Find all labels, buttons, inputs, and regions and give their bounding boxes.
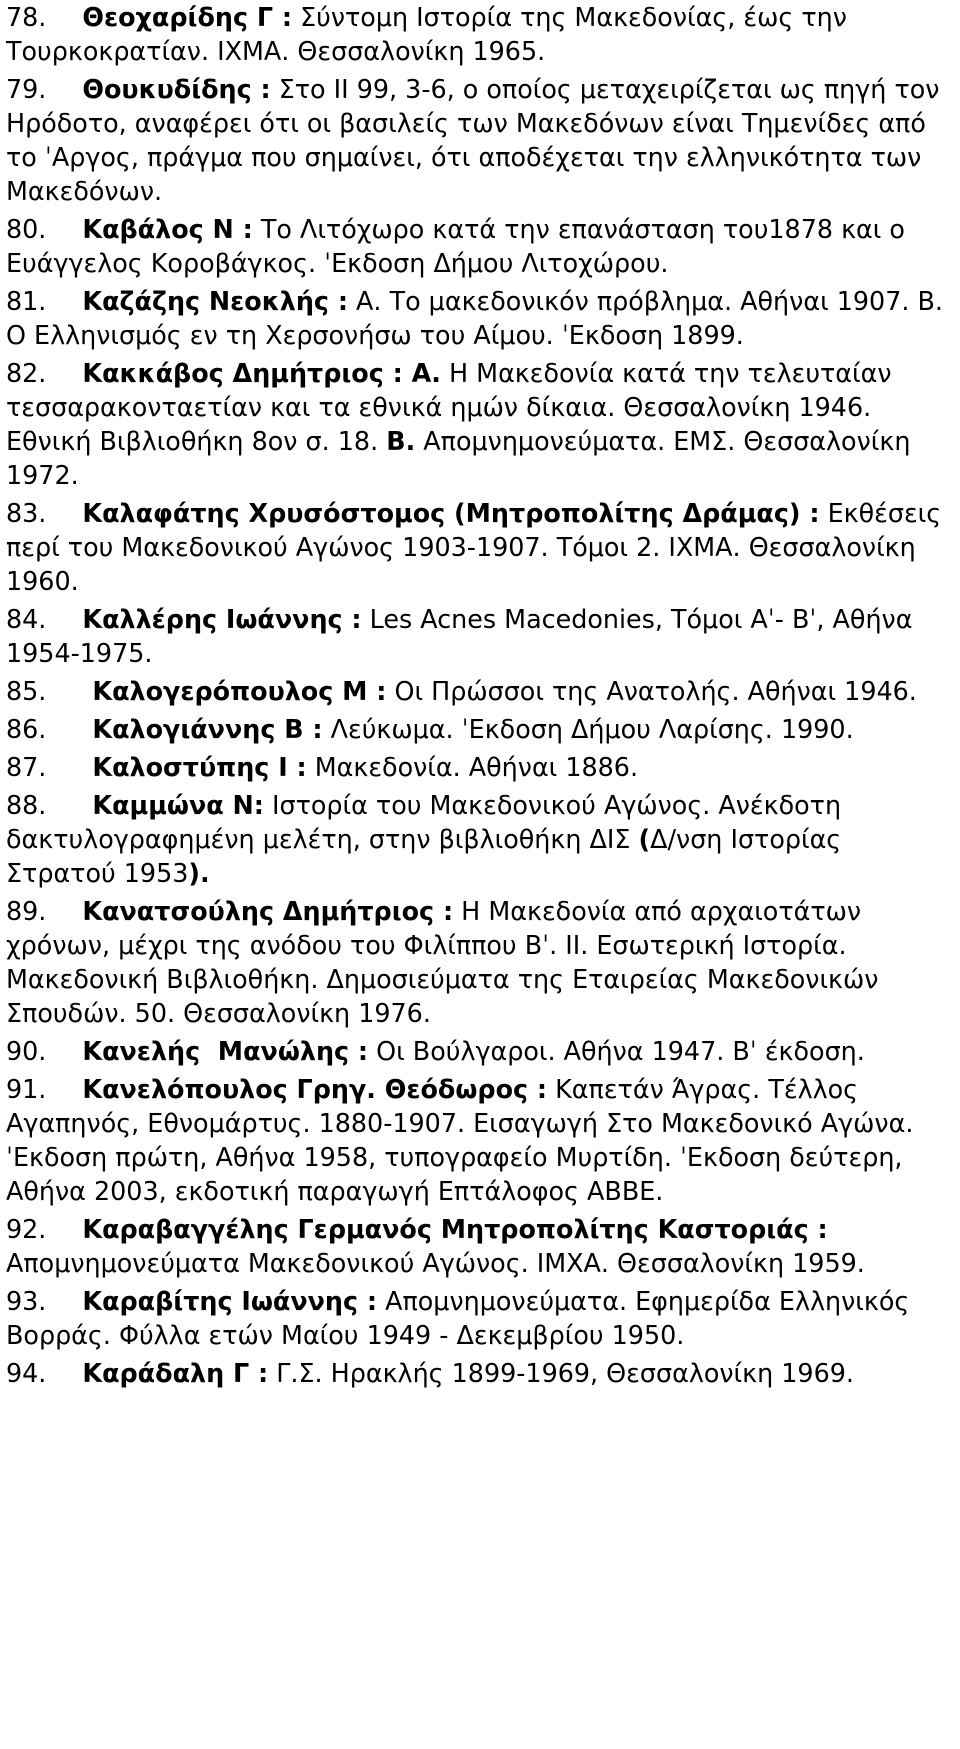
entry-number: 86. <box>6 714 47 744</box>
bibliography-entry-89 <box>6 894 954 1030</box>
bibliography-entry-85 <box>6 674 954 708</box>
bibliography-entry-86 <box>6 712 954 746</box>
entry-text: Σύντομη Ιστορία της Μακεδονίας, έως την Τουρκοκρατίαν. ΙΧΜΑ. Θεσσαλονίκη 1965. <box>6 2 855 66</box>
entry-number: 85. <box>6 676 47 706</box>
entry-author: Καλλέρης Ιωάννης : <box>82 604 362 634</box>
bibliography-entry-80 <box>6 212 954 280</box>
entry-text: Απομνημονεύματα Μακεδονικού Αγώνος. ΙΜΧΑ. Θεσσαλονίκη 1959. <box>6 1214 865 1278</box>
bibliography-entry-91 <box>6 1072 954 1208</box>
bibliography-entry-84 <box>6 602 954 670</box>
entry-text: Απομνημονεύματα. Εφημερίδα Ελληνικός Βορράς. Φύλλα ετών Μαίου 1949 - Δεκεμβρίου 1950. <box>6 1286 918 1350</box>
entry-author: Καραβίτης Ιωάννης : <box>82 1286 378 1316</box>
bibliography-entry-79 <box>6 72 954 208</box>
entry-author: Θεοχαρίδης Γ : <box>82 2 293 32</box>
bibliography-entry-93 <box>6 1284 954 1352</box>
entry-author: Θουκυδίδης : <box>82 74 271 104</box>
entry-text: Οι Βούλγαροι. Αθήνα 1947. Βˈ έκδοση. <box>368 1036 865 1066</box>
entry-number: 94. <box>6 1358 47 1388</box>
entry-author: Καραβαγγέλης Γερμανός Μητροπολίτης Καστοριάς : <box>82 1214 828 1244</box>
bibliography-entry-83 <box>6 496 954 598</box>
entry-author: Κανελόπουλος Γρηγ. Θεόδωρος : <box>82 1074 548 1104</box>
bibliography-entry-90 <box>6 1034 954 1068</box>
entry-text: Μακεδονία. Αθήναι 1886. <box>306 752 639 782</box>
entry-number: 79. <box>6 74 47 104</box>
entry-number: 93. <box>6 1286 47 1316</box>
entry-number: 81. <box>6 286 47 316</box>
bibliography-entry-78 <box>6 0 954 68</box>
entry-author: Καλογιάννης Β : <box>92 714 323 744</box>
entry-number: 82. <box>6 358 47 388</box>
entry-author: Κακκάβος Δημήτριος : Α. <box>82 358 441 388</box>
entry-text-continued: Δ/νση Ιστορίας Στρατού 1953 <box>6 824 850 888</box>
entry-part-label: Β. <box>386 426 416 456</box>
entry-text: Οι Πρώσσοι της Ανατολής. Αθήναι 1946. <box>386 676 917 706</box>
entry-close-paren: ). <box>188 858 210 888</box>
entry-author: Καλοστύπης Ι : <box>92 752 307 782</box>
entry-number: 90. <box>6 1036 47 1066</box>
entry-text: Η Μακεδονία κατά την τελευταίαν τεσσαρακονταετίαν και τα εθνικά ημών δίκαια. Θεσσαλονίκη 1946. Εθνική Βιβλιοθήκη 8ον σ. 18. <box>6 358 900 456</box>
entry-text: Α. Το μακεδονικόν πρόβλημα. Αθήναι 1907. Β. Ο Ελληνισμός εν τη Χερσονήσω του Αίμου. ˈΕκδοση 1899. <box>6 286 952 350</box>
entry-text-continued: Απομνημονεύματα. ΕΜΣ. Θεσσαλονίκη 1972. <box>6 426 919 490</box>
entry-text: Ιστορία του Μακεδονικού Αγώνος. Ανέκδοτη δακτυλογραφημένη μελέτη, στην βιβλιοθήκη ΔΙΣ <box>6 790 858 854</box>
bibliography-entry-81 <box>6 284 954 352</box>
entry-number: 80. <box>6 214 47 244</box>
bibliography-entry-82 <box>6 356 954 492</box>
entry-text: Στο ΙΙ 99, 3-6, ο οποίος μεταχειρίζεται ως πηγή τον Ηρόδοτο, αναφέρει ότι οι βασιλείς των Μακεδόνων είναι Τημενίδες από το ˈΑργος, πράγμα που σημαίνει, ότι αποδέχεται την ελληνικότητα των Μακεδόνων. <box>6 74 948 206</box>
entry-number: 83. <box>6 498 47 528</box>
bibliography-entry-92 <box>6 1212 954 1280</box>
entry-author: Καβάλος Ν : <box>82 214 253 244</box>
bibliography-entry-87 <box>6 750 954 784</box>
entry-number: 78. <box>6 2 47 32</box>
entry-author: Κανατσούλης Δημήτριος : <box>82 896 454 926</box>
entry-number: 84. <box>6 604 47 634</box>
entry-text: Εκθέσεις περί του Μακεδονικού Αγώνος 1903-1907. Τόμοι 2. ΙΧΜΑ. Θεσσαλονίκη 1960. <box>6 498 950 596</box>
entry-number: 88. <box>6 790 47 820</box>
entry-author: Καμμώνα Ν: <box>92 790 264 820</box>
bibliography-entry-94 <box>6 1356 954 1390</box>
entry-text: Το Λιτόχωρο κατά την επανάσταση του1878 και ο Ευάγγελος Κοροβάγκος. ˈΕκδοση Δήμου Λιτοχώρου. <box>6 214 914 278</box>
bibliography-entry-88 <box>6 788 954 890</box>
entry-author: Καλαφάτης Χρυσόστομος (Μητροπολίτης Δράμας) : <box>82 498 820 528</box>
entry-number: 91. <box>6 1074 47 1104</box>
entry-text: Η Μακεδονία από αρχαιοτάτων χρόνων, μέχρι της ανόδου του Φιλίππου Βˈ. ΙΙ. Εσωτερική Ιστορία. Μακεδονική Βιβλιοθήκη. Δημοσιεύματα της Εταιρείας Μακεδονικών Σπουδών. 50. Θεσσαλονίκη 1976. <box>6 896 887 1028</box>
entry-text: Καπετάν Άγρας. Τέλλος Αγαπηνός, Εθνομάρτυς. 1880-1907. Εισαγωγή Στο Μακεδονικό Αγώνα. ˈΕκδοση πρώτη, Αθήνα 1958, τυπογραφείο Μυρτίδη. ˈΕκδοση δεύτερη, Αθήνα 2003, εκδοτική παραγωγή Επτάλοφος ΑΒΒΕ. <box>6 1074 922 1206</box>
entry-text: Λεύκωμα. ˈΕκδοση Δήμου Λαρίσης. 1990. <box>322 714 854 744</box>
entry-text: Γ.Σ. Ηρακλής 1899-1969, Θεσσαλονίκη 1969. <box>268 1358 854 1388</box>
entry-open-paren: ( <box>638 824 651 854</box>
entry-text: Les Acnes Macedonies, Τόμοι Αˈ- Βˈ, Αθήνα 1954-1975. <box>6 604 921 668</box>
entry-number: 87. <box>6 752 47 782</box>
entry-number: 92. <box>6 1214 47 1244</box>
entry-author: Καράδαλη Γ : <box>82 1358 269 1388</box>
entry-number: 89. <box>6 896 47 926</box>
entry-author: Κανελής Μανώλης : <box>82 1036 369 1066</box>
entry-author: Καζάζης Νεοκλής : <box>82 286 348 316</box>
entry-author: Καλογερόπουλος Μ : <box>92 676 387 706</box>
